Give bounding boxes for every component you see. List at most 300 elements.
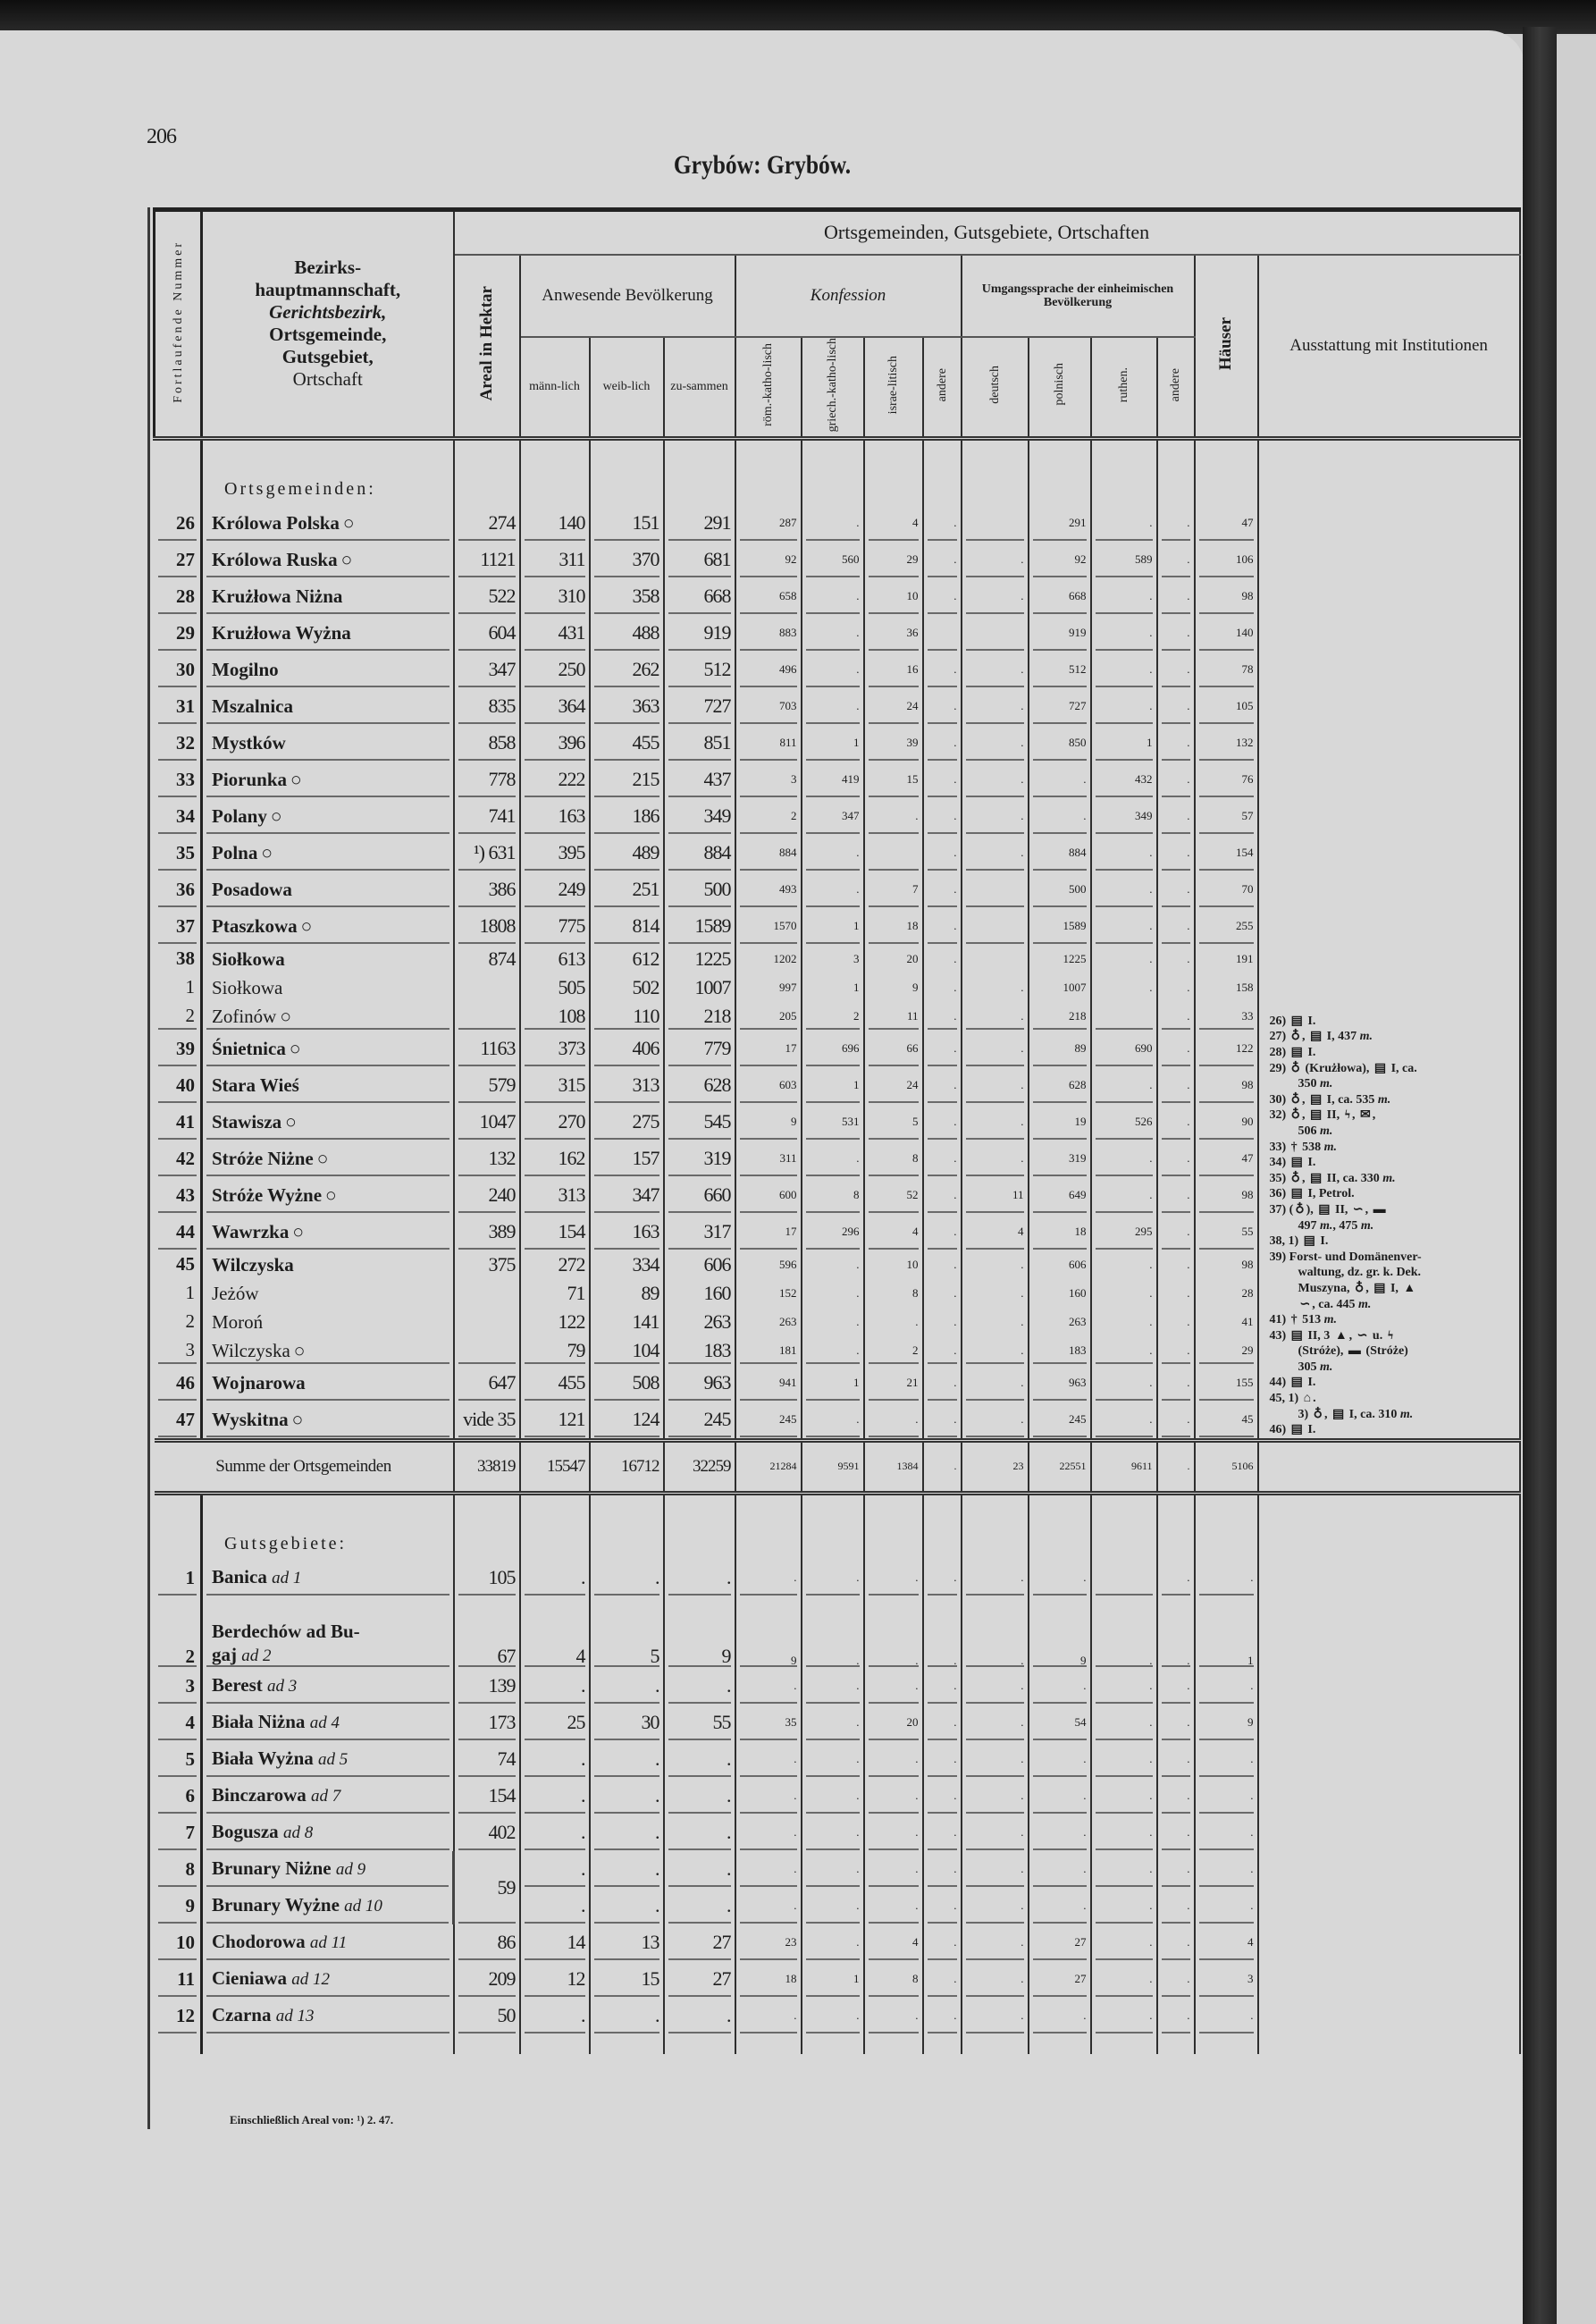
summe-weiblich: 16712 [590, 1440, 664, 1493]
place-name [202, 1888, 454, 1924]
cell-israelitisch: . [864, 1741, 923, 1778]
cell-andere-konfession: . [923, 1596, 962, 1668]
cell-polnisch: 919 [1029, 615, 1091, 652]
cell-deutsch: . [962, 1279, 1029, 1308]
cell-polnisch: 963 [1029, 1365, 1091, 1402]
cell-haeuser: . [1195, 1998, 1258, 2034]
cell-maennlich: 4 [520, 1596, 590, 1668]
cell-maennlich: 71 [520, 1279, 590, 1308]
cell-maennlich: 140 [520, 505, 590, 542]
cell-maennlich: 311 [520, 542, 590, 578]
ausstattung-line [1270, 1312, 1514, 1328]
cell-weiblich: . [590, 1560, 664, 1596]
summe-polnisch: 22551 [1029, 1440, 1091, 1493]
cell-areal: 173 [454, 1705, 520, 1741]
cell-ruthenisch: . [1091, 505, 1157, 542]
cell-roem-kath: 884 [735, 835, 802, 872]
cell-zusammen: 1007 [664, 973, 735, 1002]
cell-polnisch: . [1029, 1668, 1091, 1705]
cell-israelitisch: 10 [864, 1250, 923, 1279]
cell-israelitisch: 5 [864, 1104, 923, 1141]
empty-cell [1157, 438, 1195, 505]
ausstattung-line [1270, 1281, 1514, 1297]
empty-cell [202, 2034, 454, 2054]
cell-griech-kath: . [802, 1998, 864, 2034]
cell-maennlich: 396 [520, 725, 590, 762]
ausstattung-line [1270, 1328, 1514, 1344]
cell-weiblich: 110 [590, 1002, 664, 1031]
cell-roem-kath: . [735, 1998, 802, 2034]
cell-griech-kath: . [802, 1924, 864, 1961]
ausstattung-text: , 475 [1332, 1218, 1361, 1233]
cell-haeuser: 76 [1195, 762, 1258, 798]
school-icon: ▤ [1373, 1281, 1386, 1295]
ausstattung-line [1270, 1218, 1514, 1234]
row-number: 43 [155, 1177, 202, 1214]
cell-maennlich: . [520, 1998, 590, 2034]
cell-deutsch: . [962, 1741, 1029, 1778]
ausstattung-text: 45, 1) [1269, 1392, 1302, 1406]
place-name [202, 1668, 454, 1705]
cell-andere-sprache: . [1157, 578, 1195, 615]
school-icon: ▤ [1290, 1014, 1303, 1028]
cell-weiblich: 141 [590, 1308, 664, 1336]
telegraph-icon: ϟ [1387, 1328, 1394, 1343]
cell-polnisch: 19 [1029, 1104, 1091, 1141]
cell-israelitisch: 9 [864, 973, 923, 1002]
cell-griech-kath: 1 [802, 1365, 864, 1402]
cell-deutsch: . [962, 688, 1029, 725]
cell-weiblich: 262 [590, 652, 664, 688]
ad-reference: ad 2 [241, 1646, 272, 1665]
header-polnisch [1029, 337, 1091, 439]
ausstattung-text: II, [1331, 1202, 1351, 1217]
cell-maennlich: 222 [520, 762, 590, 798]
header-name-line: hauptmannschaft, [255, 279, 401, 301]
table-row [155, 1668, 1520, 1705]
empty-cell [1258, 1741, 1520, 1778]
place-name [202, 578, 454, 615]
cell-maennlich: 395 [520, 835, 590, 872]
place-name-text: Binczarowa [212, 1784, 307, 1806]
cell-andere-konfession: . [923, 1924, 962, 1961]
ad-reference: ad 3 [267, 1677, 298, 1697]
empty-cell [864, 438, 923, 505]
cell-andere-konfession: . [923, 1031, 962, 1067]
cell-roem-kath: 18 [735, 1961, 802, 1998]
cell-griech-kath: 1 [802, 725, 864, 762]
place-name-text: Biała Wyżna [212, 1747, 314, 1770]
cell-haeuser: 122 [1195, 1031, 1258, 1067]
header-israel-label: israe-litisch [886, 355, 900, 414]
cell-polnisch: 606 [1029, 1250, 1091, 1279]
ausstattung-text: 3) [1298, 1407, 1312, 1421]
cell-andere-sprache: . [1157, 725, 1195, 762]
cell-haeuser: 90 [1195, 1104, 1258, 1141]
cell-areal: 874 [454, 945, 520, 973]
ausstattung-line [1270, 1265, 1514, 1281]
place-name [202, 1214, 454, 1250]
cell-zusammen: 319 [664, 1141, 735, 1177]
cell-zusammen: 317 [664, 1214, 735, 1250]
cell-areal: 86 [454, 1924, 520, 1961]
cell-israelitisch: 52 [864, 1177, 923, 1214]
cell-maennlich: 455 [520, 1365, 590, 1402]
cell-polnisch: 850 [1029, 725, 1091, 762]
cell-zusammen: 545 [664, 1104, 735, 1141]
cell-andere-sprache: . [1157, 1104, 1195, 1141]
cell-griech-kath: . [802, 1402, 864, 1441]
header-nr [155, 210, 202, 439]
empty-cell [864, 1493, 923, 1560]
school-icon: ▤ [1309, 1030, 1323, 1044]
cell-areal: 274 [454, 505, 520, 542]
ausstattung-line [1270, 1076, 1514, 1092]
place-marker: ○ [293, 1339, 306, 1361]
cell-andere-sprache: . [1157, 1851, 1195, 1888]
cell-israelitisch: 29 [864, 542, 923, 578]
cell-griech-kath: . [802, 615, 864, 652]
cell-ruthenisch: . [1091, 1308, 1157, 1336]
header-name-line: Gerichtsbezirk, [269, 301, 387, 324]
cell-maennlich: 364 [520, 688, 590, 725]
cell-haeuser: 55 [1195, 1214, 1258, 1250]
cell-polnisch: 245 [1029, 1402, 1091, 1441]
header-areal [454, 255, 520, 439]
cell-roem-kath: 287 [735, 505, 802, 542]
post-horn-icon: ∽ [1299, 1297, 1311, 1311]
cell-weiblich: 313 [590, 1067, 664, 1104]
cell-israelitisch: 36 [864, 615, 923, 652]
header-roem-label: röm.-katho-lisch [761, 342, 775, 426]
empty-cell [590, 438, 664, 505]
cell-ruthenisch: . [1091, 945, 1157, 973]
cell-haeuser: 78 [1195, 652, 1258, 688]
cell-griech-kath: . [802, 1250, 864, 1279]
cell-andere-sprache: . [1157, 1668, 1195, 1705]
cell-haeuser: . [1195, 1851, 1258, 1888]
ausstattung-line [1270, 1360, 1514, 1376]
ad-reference: ad 11 [309, 1933, 348, 1953]
cell-areal: 1121 [454, 542, 520, 578]
cell-roem-kath: 245 [735, 1402, 802, 1441]
header-zusammen: zu-sammen [664, 337, 735, 439]
ausstattung-notes [1258, 438, 1520, 1440]
cell-ruthenisch: 1 [1091, 725, 1157, 762]
row-number: 2 [155, 1308, 202, 1336]
cell-ruthenisch: . [1091, 1924, 1157, 1961]
cell-israelitisch: . [864, 1778, 923, 1815]
left-rule [147, 207, 150, 2129]
cell-ruthenisch: . [1091, 1961, 1157, 1998]
cell-areal: 347 [454, 652, 520, 688]
row-number: 6 [155, 1778, 202, 1815]
cell-maennlich: . [520, 1778, 590, 1815]
cell-griech-kath: 560 [802, 542, 864, 578]
ausstattung-line [1270, 1155, 1514, 1171]
cell-griech-kath: . [802, 1141, 864, 1177]
cell-haeuser: 3 [1195, 1961, 1258, 1998]
cell-haeuser: 98 [1195, 1067, 1258, 1104]
row-number: 45 [155, 1250, 202, 1279]
ausstattung-text: Muszyna, [1298, 1281, 1353, 1295]
cell-israelitisch: 2 [864, 1336, 923, 1365]
cell-weiblich: 508 [590, 1365, 664, 1402]
empty-cell [962, 438, 1029, 505]
school-icon: ▤ [1303, 1234, 1315, 1249]
empty-cell [1258, 1596, 1520, 1668]
cell-zusammen: 779 [664, 1031, 735, 1067]
cell-roem-kath: . [735, 1778, 802, 1815]
cell-weiblich: 163 [590, 1214, 664, 1250]
cell-zusammen: 245 [664, 1402, 735, 1441]
ausstattung-text: 29) [1269, 1061, 1289, 1075]
cell-roem-kath: 703 [735, 688, 802, 725]
cell-haeuser: 255 [1195, 908, 1258, 945]
place-name-text: Chodorowa [212, 1931, 306, 1953]
ausstattung-text: I, Petrol. [1304, 1187, 1355, 1201]
summe-haeuser: 5106 [1195, 1440, 1258, 1493]
cell-ruthenisch: 589 [1091, 542, 1157, 578]
scan-top-border [0, 0, 1596, 34]
cell-ruthenisch: . [1091, 1596, 1157, 1668]
cell-haeuser: . [1195, 1888, 1258, 1924]
cell-maennlich: . [520, 1560, 590, 1596]
cell-griech-kath: 1 [802, 1961, 864, 1998]
header-polnisch-label: polnisch [1053, 363, 1066, 406]
header-haeuser [1195, 255, 1258, 439]
school-icon: ▤ [1331, 1407, 1345, 1421]
cell-roem-kath: 3 [735, 762, 802, 798]
cell-roem-kath: 17 [735, 1214, 802, 1250]
ausstattung-text: , [1372, 1108, 1376, 1123]
cell-deutsch: . [962, 1668, 1029, 1705]
place-name [202, 1365, 454, 1402]
cell-zusammen: 851 [664, 725, 735, 762]
school-icon: ▤ [1290, 1187, 1303, 1201]
table-row [155, 1741, 1520, 1778]
cell-weiblich: 455 [590, 725, 664, 762]
post-horn-icon: ∽ [1357, 1328, 1368, 1343]
summe-ruthenisch: 9611 [1091, 1440, 1157, 1493]
place-marker: ○ [292, 1221, 305, 1243]
ausstattung-line [1270, 1171, 1514, 1187]
empty-cell [1195, 2034, 1258, 2054]
cell-polnisch: 1225 [1029, 945, 1091, 973]
cell-weiblich: 334 [590, 1250, 664, 1279]
cell-zusammen: 606 [664, 1250, 735, 1279]
cell-andere-konfession: . [923, 1067, 962, 1104]
cell-haeuser: 47 [1195, 505, 1258, 542]
cell-haeuser: 70 [1195, 872, 1258, 908]
cell-israelitisch: . [864, 1998, 923, 2034]
cell-areal [454, 1002, 520, 1031]
row-number: 7 [155, 1815, 202, 1851]
header-maennlich: männ-lich [520, 337, 590, 439]
unit-text: m. [1360, 1218, 1374, 1233]
cell-weiblich: . [590, 1741, 664, 1778]
unit-text: m. [1382, 1171, 1396, 1185]
cell-zusammen: . [664, 1741, 735, 1778]
ausstattung-line [1270, 1391, 1514, 1407]
empty-cell [735, 438, 802, 505]
place-name [202, 1851, 454, 1888]
empty-cell [1258, 1961, 1520, 1998]
cell-areal: 59 [454, 1851, 520, 1924]
cell-haeuser: . [1195, 1741, 1258, 1778]
unit-text: m. [1320, 1218, 1333, 1233]
table-body [155, 438, 1520, 2054]
cell-ruthenisch: . [1091, 1741, 1157, 1778]
empty-cell [520, 2034, 590, 2054]
cell-polnisch: 92 [1029, 542, 1091, 578]
school-icon: ▤ [1290, 1423, 1303, 1437]
cell-maennlich: 12 [520, 1961, 590, 1998]
place-name-text: Polany [212, 805, 267, 828]
empty-cell [1258, 2034, 1520, 2054]
cell-andere-konfession: . [923, 762, 962, 798]
cell-griech-kath: 1 [802, 973, 864, 1002]
cell-ruthenisch: . [1091, 973, 1157, 1002]
cell-andere-konfession: . [923, 1402, 962, 1441]
row-number: 32 [155, 725, 202, 762]
cell-griech-kath: . [802, 688, 864, 725]
place-name [202, 725, 454, 762]
unit-text: m. [1359, 1030, 1373, 1044]
cell-polnisch: . [1029, 798, 1091, 835]
cell-deutsch: . [962, 835, 1029, 872]
row-number: 26 [155, 505, 202, 542]
place-name [202, 945, 454, 973]
empty-cell [454, 438, 520, 505]
place-name-text: Krużłowa Wyżna [212, 622, 351, 644]
cell-areal: 209 [454, 1961, 520, 1998]
cell-maennlich: 79 [520, 1336, 590, 1365]
unit-text: m. [1377, 1092, 1391, 1107]
cell-andere-sprache: . [1157, 762, 1195, 798]
empty-cell [1258, 1924, 1520, 1961]
place-marker: ○ [325, 1184, 337, 1207]
cell-maennlich: 250 [520, 652, 590, 688]
row-number: 1 [155, 973, 202, 1002]
place-name-text: Posadowa [212, 879, 292, 901]
school-icon: ▤ [1373, 1061, 1387, 1075]
cell-polnisch: 1007 [1029, 973, 1091, 1002]
ausstattung-line [1270, 1014, 1514, 1030]
ausstattung-text: I. [1304, 1376, 1316, 1390]
ad-reference: ad 1 [272, 1569, 302, 1588]
cell-roem-kath: 263 [735, 1308, 802, 1336]
cell-roem-kath: . [735, 1741, 802, 1778]
cell-haeuser: 98 [1195, 1177, 1258, 1214]
header-andere-sprache-label: andere [1169, 367, 1182, 401]
unit-text: m. [1320, 1360, 1333, 1374]
empty-cell [1258, 1815, 1520, 1851]
ausstattung-text: 28) [1269, 1046, 1289, 1060]
place-name [202, 1141, 454, 1177]
ausstattung-line [1270, 1092, 1514, 1108]
cell-maennlich: 162 [520, 1141, 590, 1177]
cell-andere-sprache: . [1157, 1308, 1195, 1336]
row-number: 5 [155, 1741, 202, 1778]
cell-maennlich: 122 [520, 1308, 590, 1336]
ausstattung-text: , [1365, 1281, 1373, 1295]
place-name-text: Wojnarowa [212, 1372, 306, 1394]
place-name [202, 1998, 454, 2034]
cell-maennlich: 249 [520, 872, 590, 908]
ausstattung-text: 43) [1269, 1328, 1289, 1343]
cell-maennlich: 272 [520, 1250, 590, 1279]
empty-cell [802, 2034, 864, 2054]
cell-zusammen: 263 [664, 1308, 735, 1336]
ausstattung-text: 44) [1269, 1376, 1289, 1390]
gendarmerie-icon: ▲ [1334, 1328, 1348, 1343]
place-marker: ○ [261, 842, 273, 864]
place-name [202, 652, 454, 688]
cell-maennlich: . [520, 1741, 590, 1778]
cell-haeuser: 140 [1195, 615, 1258, 652]
place-name [202, 973, 454, 1002]
footnote: Einschließlich Areal von: ¹) 2. 47. [230, 2113, 394, 2126]
cell-weiblich: 151 [590, 505, 664, 542]
cell-roem-kath: 997 [735, 973, 802, 1002]
cell-roem-kath: 883 [735, 615, 802, 652]
cell-andere-konfession: . [923, 1336, 962, 1365]
ausstattung-line [1270, 1061, 1514, 1077]
cell-ruthenisch: . [1091, 872, 1157, 908]
cell-zusammen: 9 [664, 1596, 735, 1668]
cell-roem-kath: . [735, 1888, 802, 1924]
empty-cell [735, 1493, 802, 1560]
table-row [155, 1888, 1520, 1924]
cell-areal: 835 [454, 688, 520, 725]
empty-cell [1258, 1440, 1520, 1493]
cell-griech-kath: 3 [802, 945, 864, 973]
cell-griech-kath: . [802, 505, 864, 542]
empty-cell [520, 1493, 590, 1560]
place-name [202, 505, 454, 542]
cell-andere-sprache: . [1157, 1560, 1195, 1596]
ad-reference: ad 10 [344, 1897, 382, 1916]
ausstattung-text: I, 437 [1323, 1030, 1360, 1044]
header-deutsch [962, 337, 1029, 439]
ausstattung-line [1270, 1234, 1514, 1250]
cell-zusammen: 963 [664, 1365, 735, 1402]
cell-haeuser: 9 [1195, 1705, 1258, 1741]
cell-weiblich: 612 [590, 945, 664, 973]
empty-cell [1157, 2034, 1195, 2054]
cell-maennlich: 431 [520, 615, 590, 652]
table-row [155, 1851, 1520, 1888]
cell-areal: 1163 [454, 1031, 520, 1067]
cell-zusammen: 681 [664, 542, 735, 578]
place-name-text: Stróże Wyżne [212, 1184, 323, 1207]
cell-weiblich: 370 [590, 542, 664, 578]
cell-polnisch: . [1029, 1778, 1091, 1815]
place-name-text: Bogusza [212, 1821, 279, 1843]
cell-haeuser: 105 [1195, 688, 1258, 725]
cell-zusammen: 512 [664, 652, 735, 688]
ausstattung-text: II, ca. 330 [1323, 1171, 1383, 1185]
row-number: 44 [155, 1214, 202, 1250]
ausstattung-line [1270, 1375, 1514, 1391]
cell-griech-kath: 419 [802, 762, 864, 798]
unit-text: m. [1399, 1407, 1414, 1421]
row-number: 11 [155, 1961, 202, 1998]
cell-israelitisch: 11 [864, 1002, 923, 1031]
ausstattung-text: , [1365, 1202, 1372, 1217]
cell-polnisch: . [1029, 762, 1091, 798]
